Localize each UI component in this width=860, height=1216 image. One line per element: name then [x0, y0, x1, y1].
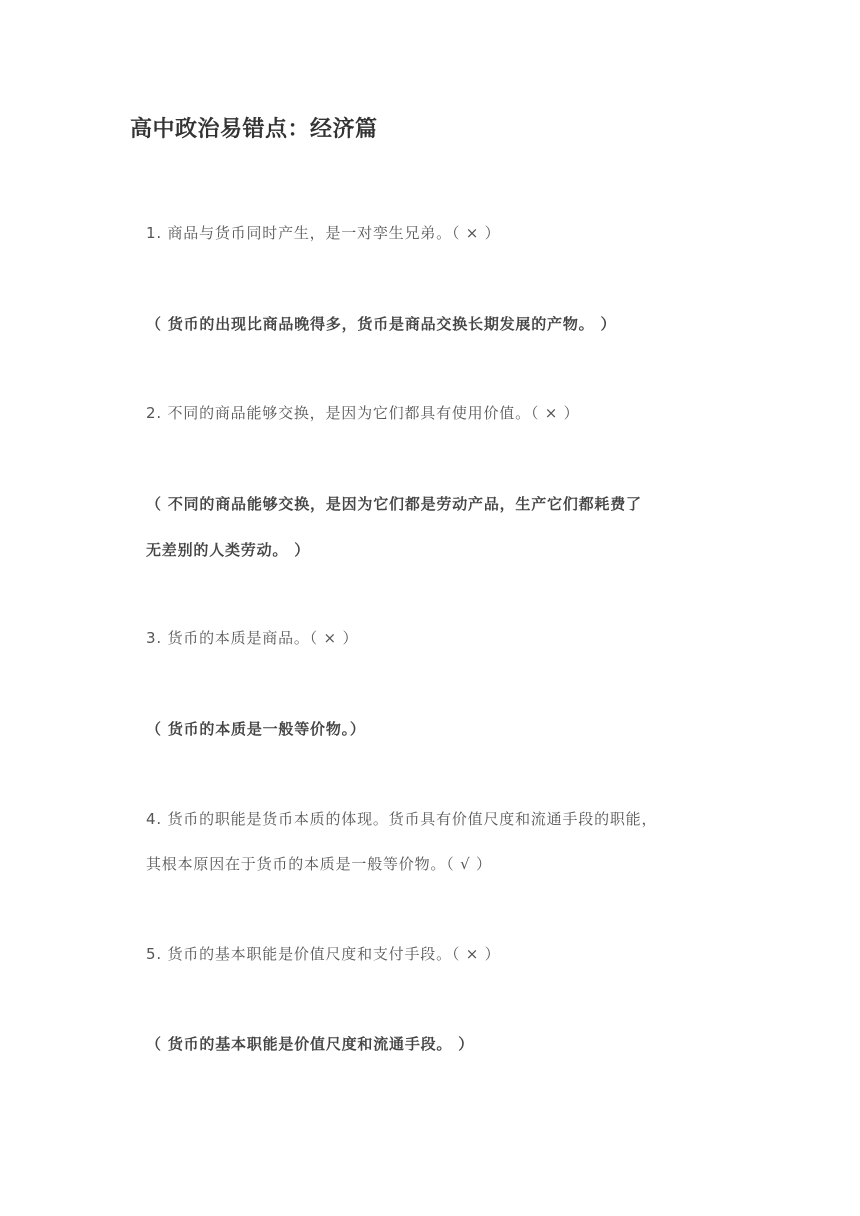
- item-3-question: 3. 货币的本质是商品。（ × ）: [146, 629, 359, 647]
- item-4-question-line-1: 4. 货币的职能是货币本质的体现。货币具有价值尺度和流通手段的职能，: [146, 810, 658, 828]
- item-2-question: 2. 不同的商品能够交换，是因为它们都具有使用价值。（ × ）: [146, 404, 580, 422]
- item-2-correction-line-2: 无差别的人类劳动。 ）: [146, 541, 311, 559]
- item-2-correction-line-1: （ 不同的商品能够交换，是因为它们都是劳动产品，生产它们都耗费了: [146, 495, 642, 513]
- item-1-correction: （ 货币的出现比商品晚得多，货币是商品交换长期发展的产物。 ）: [146, 315, 617, 333]
- item-1-question: 1. 商品与货币同时产生，是一对孪生兄弟。（ × ）: [146, 224, 501, 242]
- item-4-question-line-2: 其根本原因在于货币的本质是一般等价物。（ √ ）: [146, 855, 492, 873]
- document-title: 高中政治易错点：经济篇: [130, 117, 378, 142]
- item-5-question: 5. 货币的基本职能是价值尺度和支付手段。（ × ）: [146, 945, 501, 963]
- item-5-correction: （ 货币的基本职能是价值尺度和流通手段。 ）: [146, 1035, 475, 1053]
- item-3-correction: （ 货币的本质是一般等价物。）: [146, 720, 366, 738]
